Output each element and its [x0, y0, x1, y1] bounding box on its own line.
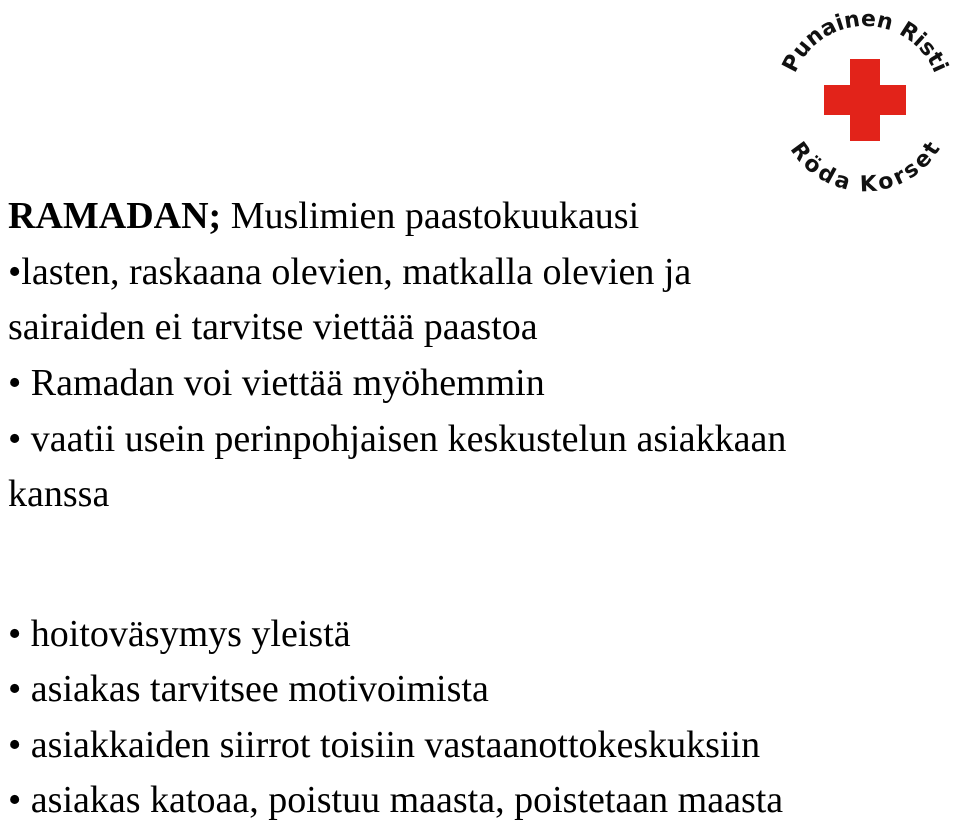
logo-bottom-text: Röda Korset — [784, 137, 946, 196]
slide-title — [8, 194, 639, 238]
red-cross-logo-graphic — [770, 6, 960, 196]
title-rest: Muslimien paastokuukausi — [221, 195, 640, 237]
red-cross-horizontal — [824, 85, 906, 115]
bullet-item: • asiakas katoaa, poistuu maasta, poistetaan maasta — [8, 779, 784, 821]
bullet-item: • asiakas tarvitsee motivoimista — [8, 668, 489, 710]
text-line: • vaatii usein perinpohjaisen keskustelun asiakkaan — [8, 418, 787, 460]
bullet-item: • asiakkaiden siirrot toisiin vastaanottokeskuksiin — [8, 724, 761, 766]
text-line: sairaiden ei tarvitse viettää paastoa — [8, 306, 538, 348]
text-line: • Ramadan voi viettää myöhemmin — [8, 362, 545, 404]
text-line: kanssa — [8, 473, 110, 515]
title-bold: RAMADAN; — [8, 195, 222, 237]
text-line: •lasten, raskaana olevien, matkalla olevien ja — [8, 251, 692, 293]
logo-top-text: Punainen Risti — [777, 6, 953, 77]
red-cross-logo — [770, 6, 960, 196]
bullet-item: • hoitoväsymys yleistä — [8, 613, 351, 655]
